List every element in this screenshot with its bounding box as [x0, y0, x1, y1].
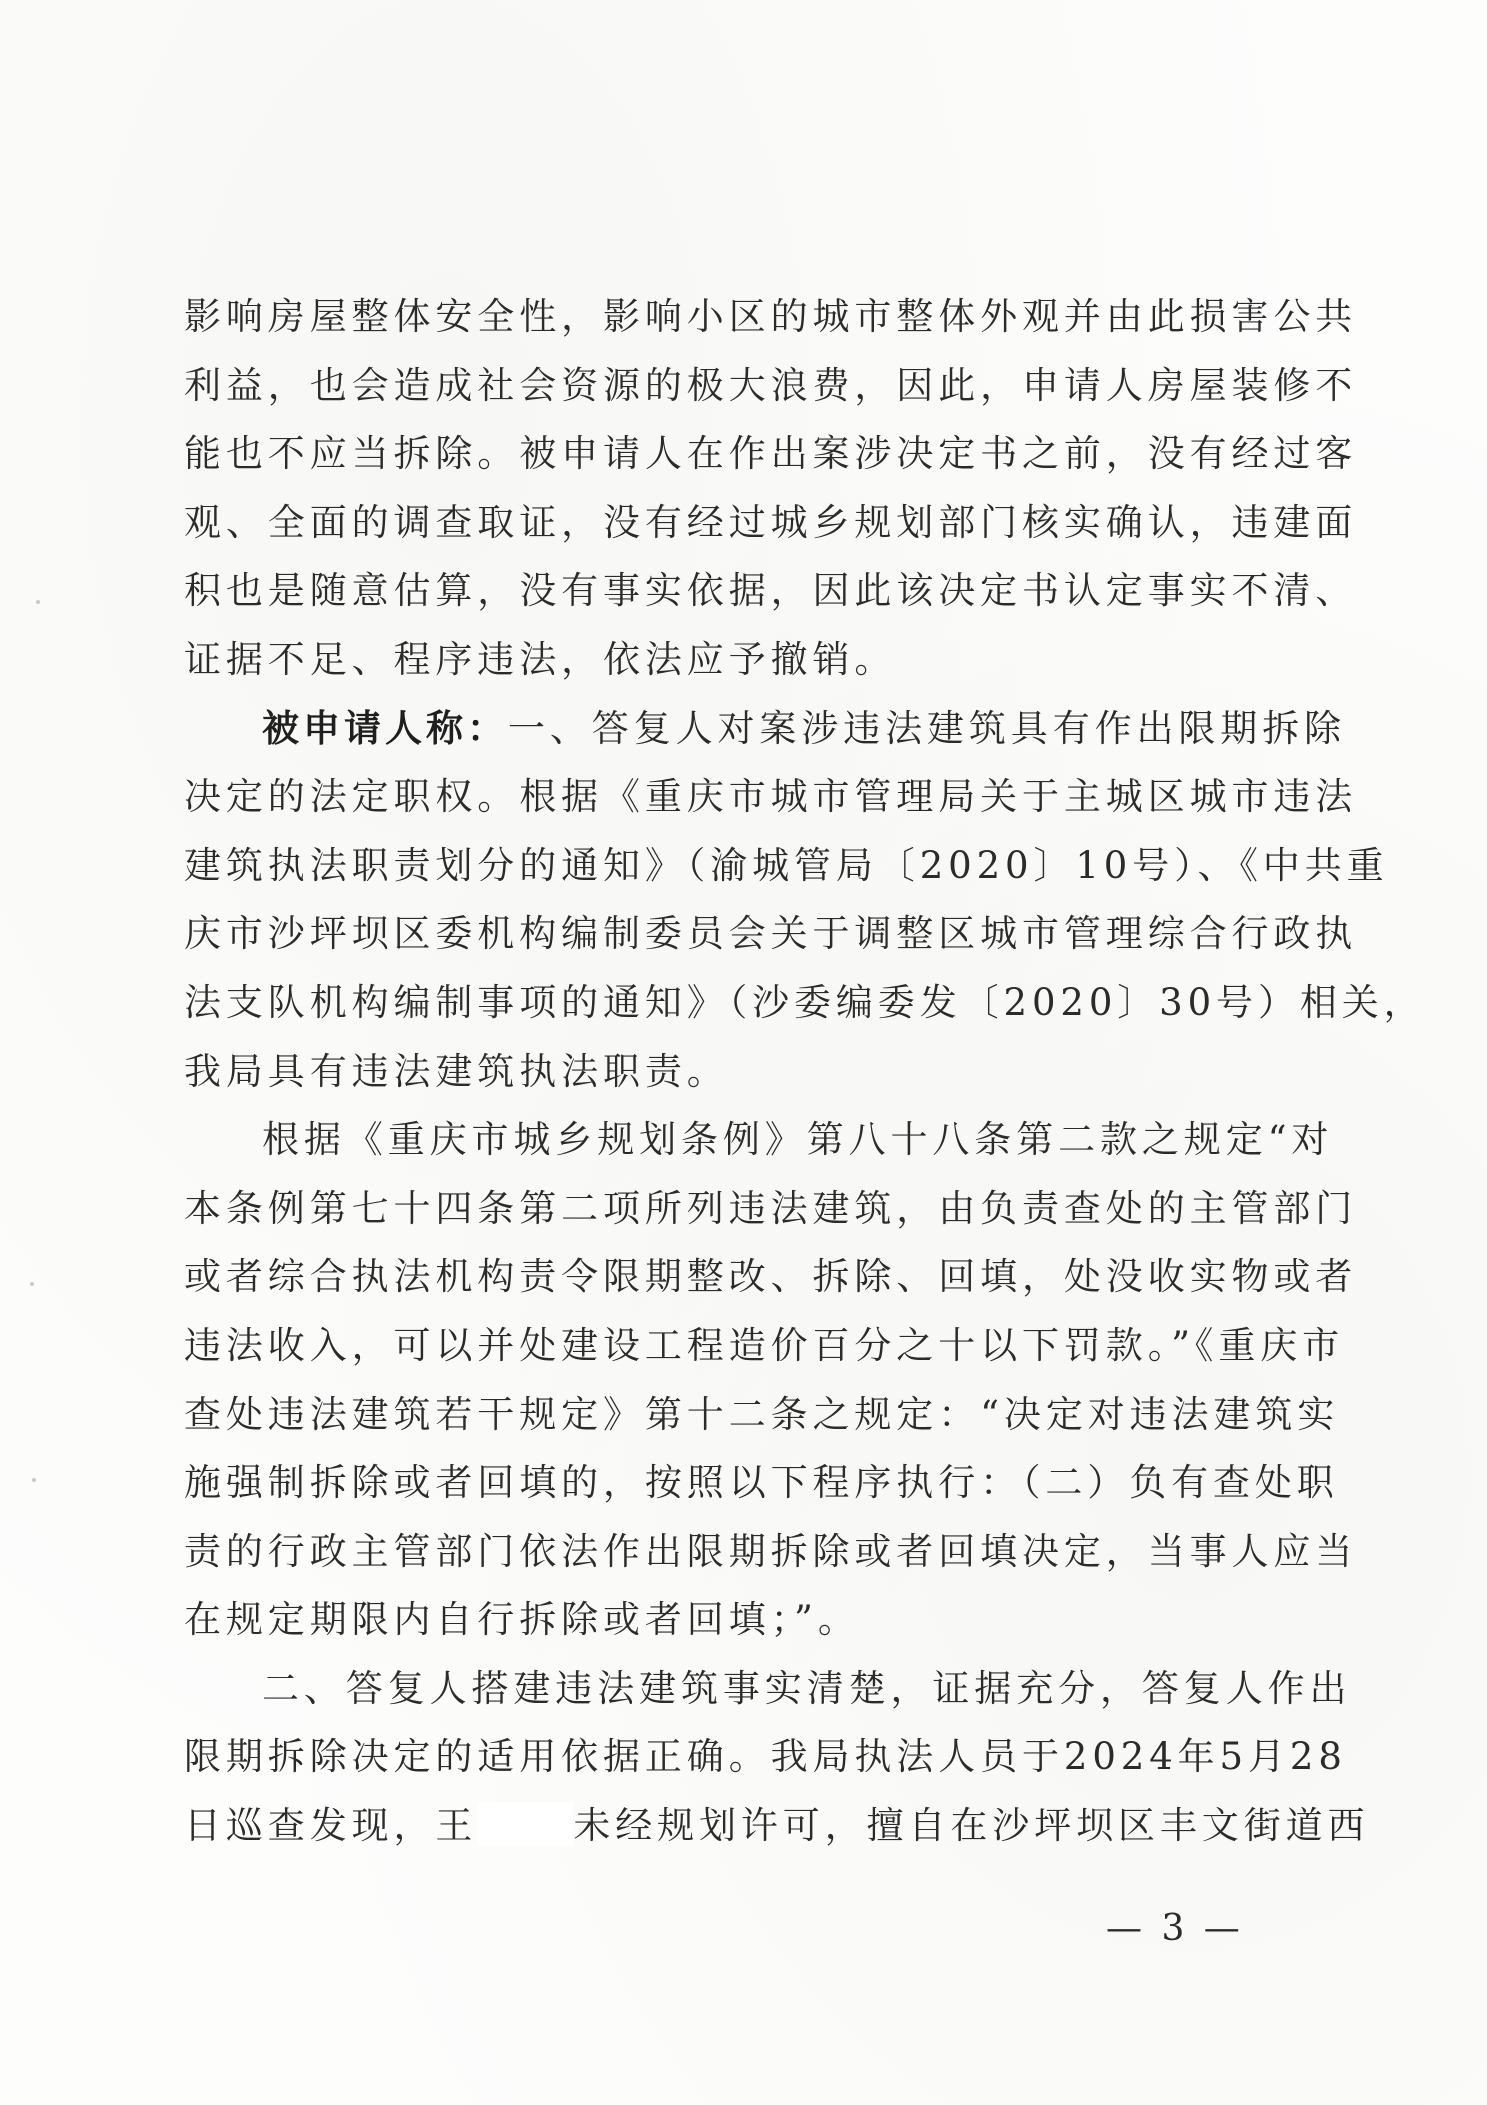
page-number: — 3 — — [1106, 1908, 1244, 1949]
text-line: 证据不足、程序违法，依法应予撤销。 — [184, 637, 897, 681]
text-line: 法支队机构编制事项的通知》（沙委编委发〔2020〕30号）相关， — [184, 980, 1426, 1024]
text-segment: 未经规划许可，擅自在沙坪坝区丰文街道西 — [573, 1804, 1370, 1848]
text-segment: 一、答复人对案涉违法建筑具有作出限期拆除 — [508, 706, 1346, 750]
text-line: 决定的法定职权。根据《重庆市城市管理局关于主城区城市违法 — [184, 775, 1358, 819]
redaction-block — [477, 1802, 573, 1846]
text-line: 施强制拆除或者回填的，按照以下程序执行：（二）负有查处职 — [184, 1461, 1339, 1505]
text-line: 本条例第七十四条第二项所列违法建筑，由负责查处的主管部门 — [184, 1186, 1358, 1230]
text-line: 我局具有违法建筑执法职责。 — [184, 1049, 729, 1093]
text-line: 二、答复人搭建违法建筑事实清楚，证据充分，答复人作出 — [262, 1666, 1352, 1710]
text-line: 利益，也会造成社会资源的极大浪费，因此，申请人房屋装修不 — [184, 363, 1358, 407]
text-line: 查处违法建筑若干规定》第十二条之规定：“决定对违法建筑实 — [184, 1392, 1340, 1436]
text-line: 积也是随意估算，没有事实依据，因此该决定书认定事实不清、 — [184, 569, 1358, 613]
text-line: 能也不应当拆除。被申请人在作出案涉决定书之前，没有经过客 — [184, 432, 1358, 476]
text-line: 影响房屋整体安全性，影响小区的城市整体外观并由此损害公共 — [184, 295, 1358, 338]
text-line: 庆市沙坪坝区委机构编制委员会关于调整区城市管理综合行政执 — [184, 912, 1358, 956]
respondent-paragraph-start — [184, 695, 1346, 764]
scan-speck — [30, 1282, 34, 1286]
text-line: 限期拆除决定的适用依据正确。我局执法人员于2024年5月28 — [184, 1735, 1347, 1779]
scan-speck — [36, 600, 40, 604]
text-line: 根据《重庆市城乡规划条例》第八十八条第二款之规定“对 — [262, 1118, 1334, 1162]
document-body — [184, 283, 1426, 1861]
text-segment: 日巡查发现，王 — [184, 1804, 478, 1848]
scan-speck — [32, 1478, 36, 1482]
respondent-label: 被申请人称： — [262, 706, 508, 750]
text-line: 观、全面的调查取证，没有经过城乡规划部门核实确认，违建面 — [184, 500, 1358, 544]
text-line: 违法收入，可以并处建设工程造价百分之十以下罚款。”《重庆市 — [184, 1323, 1345, 1367]
text-line: 建筑执法职责划分的通知》（渝城管局〔2020〕10号）、《中共重 — [184, 843, 1389, 887]
text-line: 在规定期限内自行拆除或者回填；”。 — [184, 1598, 860, 1642]
redacted-line — [184, 1792, 1370, 1861]
text-line: 责的行政主管部门依法作出限期拆除或者回填决定，当事人应当 — [184, 1529, 1358, 1573]
text-line: 或者综合执法机构责令限期整改、拆除、回填，处没收实物或者 — [184, 1255, 1358, 1299]
